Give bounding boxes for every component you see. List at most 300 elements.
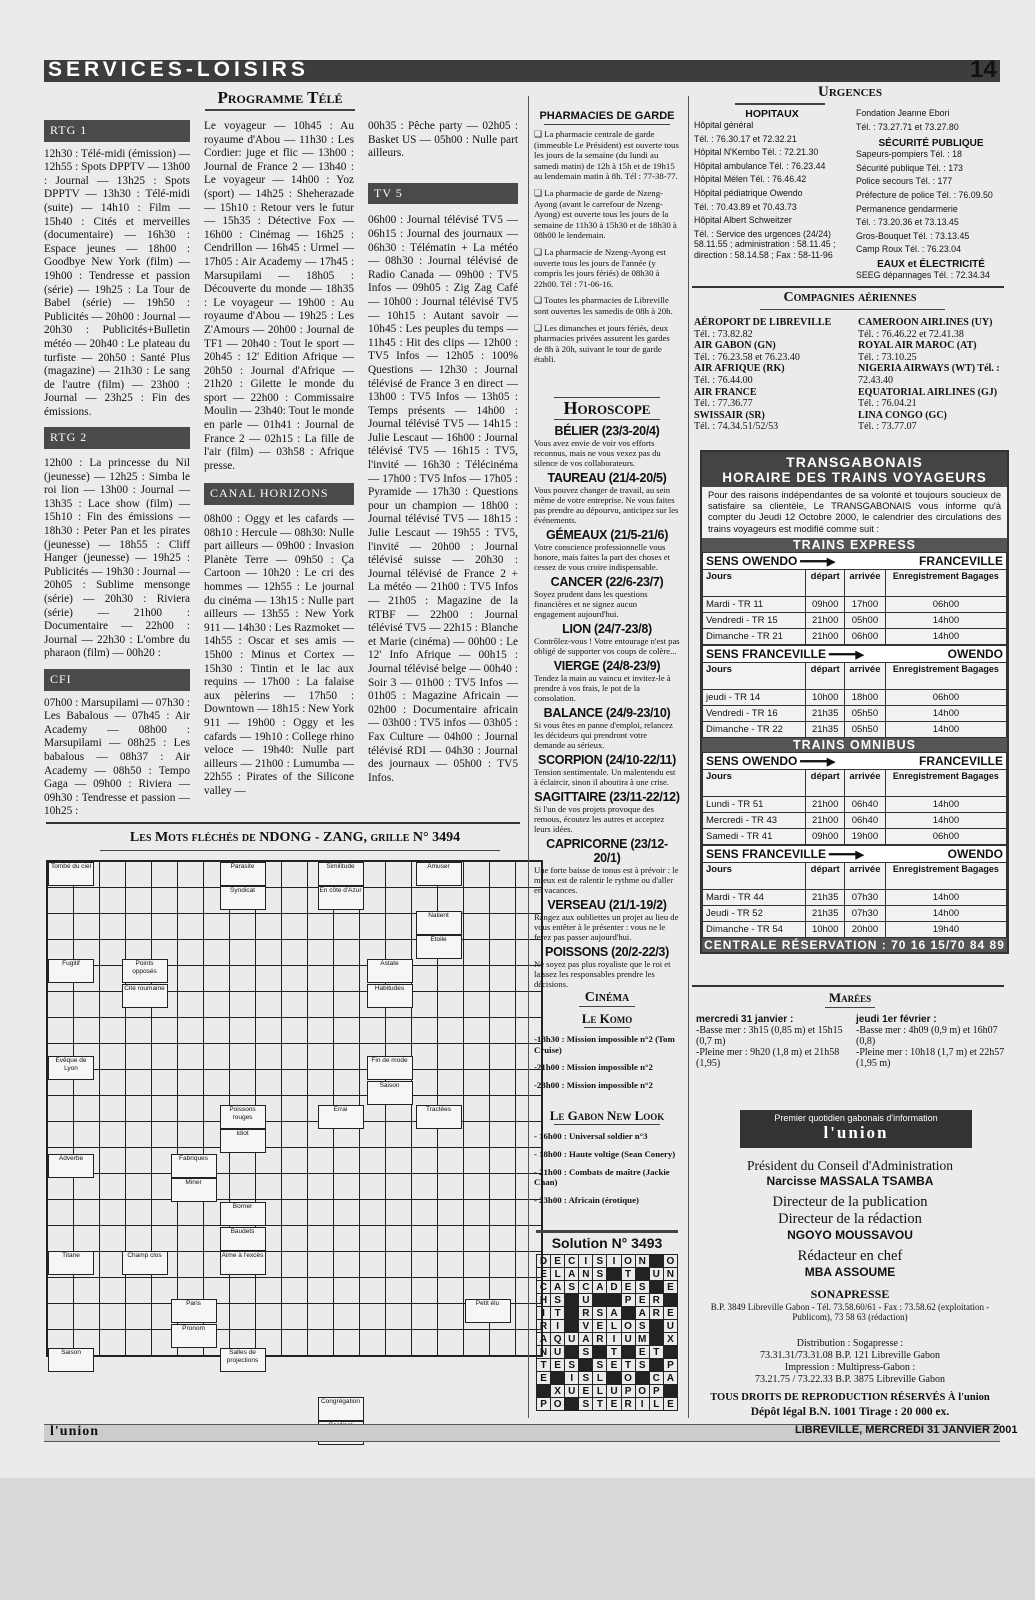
solution-cell: P (649, 1385, 663, 1398)
crossword-cell (126, 1018, 152, 1044)
cfi-schedule-continued: Le voyageur — 10h45 : Au royaume d'Abou — 11h30 : Les Cordier: juge et flic — 13h00 : Journal de France 2 — 13h40 : Le voyageur — 14h00 : Yoz (sport) — 14h25 : Sheherazade — 15h10 : Retour vers le futur — 15h35 : Détective Fox — 16h00 : Cinémag — 16h25 : Cendrillon — 16h45 : Urmel — 17h05 : Air Academy — 17h45 : Marsupilami — 18h05 : Découverte du monde — 18h35 : Le voyageur — 19h00 : Au royaume d'Abou — 19h25 : Les Z'Amours — 20h00 : Journal de TF1 — 20h40 : Tout le sport — 20h45 : 12' Edition Afrique — 20h50 : Journal d'Afrique — 21h20 : Gilette le monde du sport — 22h00 : Commissaire Moulin — 23h40: Tout le monde en parle — 01h41 : Journal de France 2 — 02h15 : La fille de l'air (film) — 03h58 : Afrique presse. (204, 120, 354, 472)
solution-cell: U (663, 1320, 677, 1333)
tt-cell: 17h00 (844, 596, 885, 612)
crossword-clue: Parasite (220, 862, 266, 886)
trains-omnibus-band: TRAINS OMNIBUS (702, 738, 1007, 752)
airlines-top-rule (692, 286, 1004, 288)
crossword-cell (47, 1226, 74, 1252)
solution-cell: C (537, 1281, 551, 1294)
tt-cell: 06h40 (844, 796, 885, 812)
airline-line: Tél. : 76.44.00 (694, 374, 753, 386)
crossword-cell (334, 1148, 360, 1174)
crossword-clue: Errai (318, 1105, 364, 1129)
crossword-cell (126, 1278, 152, 1304)
tt-cell: 21h00 (806, 796, 845, 812)
crossword-cell (360, 1200, 386, 1226)
staff-editor-name: MBA ASSOUME (804, 1265, 896, 1279)
crossword-cell (178, 940, 204, 966)
solution-cell: N (635, 1255, 649, 1268)
crossword-row (47, 1330, 542, 1357)
crossword-cell (230, 1174, 256, 1200)
depot-legal: Dépôt légal B.N. 1001 Tirage : 20 000 ex. (750, 1406, 950, 1418)
urgences-right (856, 108, 1006, 284)
solution-cell: O (621, 1372, 635, 1385)
hopital-item: Hôpital général (694, 120, 754, 130)
securite-list (856, 149, 1006, 255)
channel-rtg2: RTG 2 (44, 427, 190, 449)
tt-cell: 06h00 (885, 828, 1006, 844)
tt-cell: 05h00 (844, 612, 885, 628)
tt-cell: Mercredi - TR 43 (703, 812, 806, 828)
tt-col-header: Enregistrement Bagages (885, 862, 1006, 889)
crossword-cell (100, 1096, 126, 1122)
solution-cell: N (663, 1268, 677, 1281)
sonapresse-name: SONAPRESSE (810, 1287, 890, 1301)
tt-from: SENS OWENDO (706, 553, 798, 568)
crossword-cell (360, 914, 386, 940)
tt-cell: Vendredi - TR 15 (703, 612, 806, 628)
solution-cell (649, 1320, 663, 1333)
crossword-clue: Evêque de Lyon (48, 1056, 94, 1080)
crossword-clue: Fugitif (48, 959, 94, 983)
tt-col-header: Jours (703, 569, 806, 596)
tt-to: FRANCEVILLE (919, 753, 1003, 768)
solution-row (537, 1281, 678, 1294)
cinema-komo-rule (584, 1027, 630, 1028)
crossword-cell (74, 914, 100, 940)
crossword-cell (230, 1278, 256, 1304)
crossword-cell (256, 1304, 282, 1330)
crossword-cell (152, 1018, 178, 1044)
crossword-cell (308, 992, 334, 1018)
crossword-row (47, 861, 542, 888)
solution-cell: S (565, 1359, 579, 1372)
solution-cell: R (621, 1398, 635, 1411)
fondation-item: Fondation Jeanne Ebori (856, 108, 950, 118)
crossword-cell (256, 1174, 282, 1200)
solution-cell: D (537, 1255, 551, 1268)
union-tagline: Premier quotidien gabonais d'information (774, 1113, 938, 1123)
staff-editor-title: Rédacteur en chef (797, 1248, 903, 1264)
rtg2-schedule: 12h00 : La princesse du Nil (jeunesse) — 12h25 : Simba le roi lion — 13h00 : Journal — 13h35 : Lace show (film) — 15h10 : Fin des émissions — 18h30 : Peter Pan et les pirates (jeunesse) — 18h55 : Cliff Hanger (jeunesse) — 19h25 : Publicités — 19h30 : Journal — 20h05 : Sublime mensonge (série) — 20h30 : Riviera (série) — 21h00 : Documentaire — 22h00 : Journal — 22h30 : L'ombre du pharaon (film) — 00h20 : (44, 457, 190, 660)
cinema-gabon-item: - 16h00 : Universal soldier n°3 (534, 1131, 648, 1142)
crossword-cell (334, 1330, 360, 1357)
staff-director-pub: Directeur de la publication (772, 1194, 928, 1210)
cinema-gabon-item: - 23h00 : Africain (érotique) (534, 1194, 639, 1205)
tt-from: SENS FRANCEVILLE (706, 846, 827, 861)
crossword-cell (412, 1226, 438, 1252)
airline-line: LINA CONGO (GC) (858, 409, 947, 421)
crossword-clue: Aime à l'excès (220, 1251, 266, 1275)
crossword-cell (438, 1252, 464, 1278)
solution-cell (635, 1372, 649, 1385)
solution-cell (565, 1346, 579, 1359)
securite-item: Camp Roux Tél. : 76.23.04 (856, 244, 961, 255)
tt-direction (703, 845, 1007, 862)
cinema-gabon-rule (554, 1124, 660, 1125)
tt-row (703, 612, 1007, 628)
tt-cell: Lundi - TR 51 (703, 796, 806, 812)
solution-cell: U (621, 1333, 635, 1346)
horoscope-sign-name: CANCER (22/6-23/7) (550, 575, 664, 589)
crossword-cell (47, 1122, 74, 1148)
crossword-cell (230, 966, 256, 992)
solution-cell: T (537, 1359, 551, 1372)
crossword-cell (386, 1278, 412, 1304)
cinema-komo-list (534, 1034, 680, 1090)
crossword-cell (490, 914, 516, 940)
crossword-clue: Pronom (171, 1324, 217, 1348)
crossword-clue: Saison (48, 1348, 94, 1372)
crossword-cell (230, 992, 256, 1018)
solution-cell: S (635, 1320, 649, 1333)
crossword-cell (282, 940, 308, 966)
crossword-title-rule (100, 850, 500, 851)
distribution-info (700, 1338, 1000, 1386)
union-logo: l'union (823, 1123, 889, 1142)
crossword-cell (308, 1174, 334, 1200)
solution-cell (649, 1281, 663, 1294)
crossword-clue: Adverbe (48, 1154, 94, 1178)
dist-line-4: 73.21.75 / 73.22.33 B.P. 3875 Libreville Gabon (755, 1374, 945, 1385)
trains-intro: Pour des raisons indépendantes de sa volonté et toujours soucieux de satisfaire sa clientèle, Le TRANSGABONAIS vous informe qu'à compter du Jeudi 12 Octobre 2000, le calendrier des circulations des trains voyageurs est modifié comme suit : (708, 490, 1001, 534)
crossword-cell (334, 1044, 360, 1070)
crossword-cell (74, 992, 100, 1018)
staff-director-red: Directeur de la rédaction (778, 1211, 922, 1227)
solution-cell (537, 1385, 551, 1398)
cinema-komo-item: -18h30 : Mission impossible n°2 (Tom Cruise) (534, 1034, 675, 1055)
securite-item: Sapeurs-pompiers Tél. : 18 (856, 149, 962, 160)
tt-cell: Dimanche - TR 22 (703, 721, 806, 737)
cinema-komo-item: -21h00 : Mission impossible n°2 (534, 1062, 653, 1073)
marees-top-rule (692, 985, 1004, 987)
crossword-cell (230, 1070, 256, 1096)
crossword-cell (152, 888, 178, 914)
solution-cell (565, 1398, 579, 1411)
union-masthead (740, 1110, 972, 1148)
crossword-cell (308, 940, 334, 966)
solution-cell: E (663, 1398, 677, 1411)
crossword-cell (386, 1226, 412, 1252)
solution-cell: A (663, 1372, 677, 1385)
pharmacy-item: ❑ La pharmacie centrale de garde (immeuble Le Président) est ouverte tous les jours de la semaine (du lundi au samedi matin) de 12h à 15h et de 19h15 au lendemain matin à 8h. Tél : 77-38-77. (534, 129, 679, 182)
crossword-row (47, 1226, 542, 1252)
cfi-schedule: 07h00 : Marsupilami — 07h30 : Les Babalous — 07h45 : Air Academy — 08h00 : Marsupilami — 08h25 : Les babalous — 08h37 : Air Academy — 08h50 : Tempo Gaga — 09h00 : Riviera — 09h30 : Tendresse et passion — 10h25 : (44, 696, 190, 818)
solution-cell: E (621, 1281, 635, 1294)
airline-line: Tél. : 73.82.82 (694, 328, 753, 340)
crossword-cell (412, 888, 438, 914)
arrow-icon: ━━━━▶ (826, 648, 865, 661)
solution-cell: S (635, 1359, 649, 1372)
solution-row (537, 1359, 678, 1372)
crossword-cell (438, 992, 464, 1018)
crossword-row (47, 1018, 542, 1044)
arrow-icon: ━━━━▶ (797, 555, 836, 568)
tt-cell: 21h35 (806, 705, 845, 721)
hopital-item: Tél. : 70.43.89 et 70.43.73 (694, 201, 797, 212)
airline-line: AIR AFRIQUE (RK) (694, 363, 785, 375)
crossword-cell (282, 1330, 308, 1357)
tt-cell: 21h35 (806, 721, 845, 737)
horoscope-section (534, 397, 680, 992)
solution-cell: E (635, 1294, 649, 1307)
crossword-cell (360, 1278, 386, 1304)
marees-title: Marées (828, 990, 872, 1005)
crossword-cell (334, 1278, 360, 1304)
solution-cell: V (579, 1320, 593, 1333)
crossword-cell (386, 1200, 412, 1226)
crossword-clue: Poissons rouges (220, 1105, 266, 1129)
solution-cell: S (593, 1268, 607, 1281)
tt-col-header: arrivée (844, 769, 885, 796)
solution-cell: M (635, 1333, 649, 1346)
crossword-cell (282, 1174, 308, 1200)
crossword-cell (438, 1148, 464, 1174)
crossword-cell (464, 992, 490, 1018)
solution-cell: I (635, 1398, 649, 1411)
crossword-cell (490, 1122, 516, 1148)
horoscope-sign-name: LION (24/7-23/8) (562, 622, 652, 636)
fondation-list (856, 108, 1006, 132)
tt-row (703, 705, 1007, 721)
crossword-cell (152, 1200, 178, 1226)
union-staff (700, 1158, 1000, 1418)
solution-cell: T (593, 1398, 607, 1411)
crossword-cell (100, 1018, 126, 1044)
solution-cell: X (663, 1333, 677, 1346)
tt-col-header: Jours (703, 662, 806, 689)
crossword-cell (74, 888, 100, 914)
crossword-cell (490, 1070, 516, 1096)
crossword-cell (47, 914, 74, 940)
crossword-cell (490, 1226, 516, 1252)
securite-item: Sécurité publique Tél. : 173 (856, 162, 963, 173)
crossword-clue: Habitudes (367, 984, 413, 1008)
solution-cell: L (649, 1398, 663, 1411)
trains-central-reservation: CENTRALE RÉSERVATION : 70 16 15/70 84 89 (702, 938, 1007, 952)
tt-cell: 19h00 (844, 828, 885, 844)
solution-cell: O (663, 1255, 677, 1268)
crossword-cell (204, 966, 230, 992)
airline-line: SWISSAIR (SR) (694, 409, 765, 421)
solution-cell: R (593, 1333, 607, 1346)
tt-col-header: arrivée (844, 862, 885, 889)
airline-line: AÉROPORT DE LIBREVILLE (694, 317, 832, 328)
pharmacies-section (534, 110, 680, 371)
crossword-cell (282, 1070, 308, 1096)
horoscope-sign-name: POISSONS (20/2-22/3) (545, 945, 669, 959)
crossword-cell (308, 1070, 334, 1096)
crossword-clue: Champ clos (122, 1251, 168, 1275)
crossword-cell (126, 1096, 152, 1122)
tt-direction-row (703, 845, 1007, 862)
horoscope-sign-name: SAGITTAIRE (23/11-22/12) (534, 790, 680, 804)
canal-schedule-continued: 00h35 : Pêche party — 02h05 : Basket US — 05h00 : Nulle part ailleurs. (368, 120, 518, 160)
crossword-cell (74, 1122, 100, 1148)
solution-cell: C (565, 1255, 579, 1268)
solution-cell: E (579, 1385, 593, 1398)
crossword-cell (464, 1044, 490, 1070)
express-owendo-table (702, 552, 1007, 645)
crossword-cell (464, 1070, 490, 1096)
pharmacy-item: ❑ Toutes les pharmacies de Libreville sont ouvertes les samedis de 08h à 20h. (534, 295, 673, 316)
crossword-cell (204, 940, 230, 966)
crossword-cell (334, 992, 360, 1018)
horoscope-sign-name: GÉMEAUX (21/5-21/6) (545, 528, 669, 542)
horoscope-sign-name: VERSEAU (21/1-19/2) (547, 898, 667, 912)
crossword-cell (74, 1226, 100, 1252)
marees-day2-low: -Basse mer : 4h09 (0,9 m) et 16h07 (0,8) (856, 1025, 998, 1047)
airline-line: EQUATORIAL AIRLINES (GJ) (858, 386, 998, 398)
solution-cell: A (593, 1281, 607, 1294)
tv5-schedule: 06h00 : Journal télévisé TV5 — 06h15 : Journal des journaux — 06h30 : Télématin + La météo — 08h30 : Journal télévisé de Radio Canada — 09h00 : TV5 Infos — 09h05 : Zig Zag Café — 10h00 : Journal télévisé TV5 — 10h15 : Autant savoir — 10h45 : Les peuples du temps — 11h45 : Hit des clips — 12h00 : TV5 Infos — 12h05 : 100% Questions — 12h30 : Journal télévisé de France 3 en direct — 13h00 : TV5 Infos — 13h05 : Temps présents — 14h00 : Journal télévisé TV5 — 14h15 : Julie Lescaut — 16h00 : Journal télévisé TV5 — 16h15 : TV5, l'invité — 16h30 : Télécinéma — 17h00 : TV5 Infos — 17h05 : Pyramide — 17h30 : Questions pour un champion — 18h00 : Journal télévisé TV5 — 18h15 : Julie Lescaut — 19h55 : TV5, l'invité — 20h00 : Journal télévisé suisse — 20h30 : Journal télévisé de France 2 + La météo — 21h00 : TV5 Infos — 21h05 : Magazine de la RTBF — 22h00 : Journal télévisé TV5 — 22h15 : Blanche et Marie (cinéma) — 00h00 : Le 12' Info Afrique — 00h15 : Journal télévisé belge — 00h40 : Soir 3 — 01h00 : TV5 Infos — 01h05 : Magazine Africain — 02h00 : Documentaire africain — 03h00 : TV5 infos — 03h05 : Fax Culture — 04h00 : Journal télévisé RDI — 04h30 : Journal des journaux — 05h00 : TV5 Infos. (368, 214, 518, 784)
tt-col-header: Enregistrement Bagages (885, 662, 1006, 689)
crossword-cell (490, 1044, 516, 1070)
solution-cell: S (635, 1281, 649, 1294)
crossword-cell (412, 1304, 438, 1330)
crossword-cell (204, 992, 230, 1018)
marees-rule (825, 1007, 875, 1008)
solution-cell: I (565, 1372, 579, 1385)
hopital-item: Hôpital Albert Schweitzer (694, 215, 792, 226)
page-bottom-margin (0, 1478, 1035, 1600)
solution-cell: T (621, 1268, 635, 1281)
crossword-row (47, 1148, 542, 1174)
crossword-cell (464, 1096, 490, 1122)
crossword-cell (282, 1252, 308, 1278)
tt-cell: 14h00 (885, 628, 1006, 644)
arrow-icon: ━━━━▶ (826, 848, 865, 861)
tt-cell: Mardi - TR 11 (703, 596, 806, 612)
crossword-cell (282, 966, 308, 992)
cinema-rule (579, 1006, 635, 1007)
crossword-cell (47, 992, 74, 1018)
crossword-cell (438, 1070, 464, 1096)
tt-cell: 07h30 (844, 905, 885, 921)
solution-cell (649, 1333, 663, 1346)
crossword-cell (230, 1304, 256, 1330)
crossword-cell (126, 1200, 152, 1226)
tt-cell: 21h00 (806, 812, 845, 828)
horoscope-sign-text: Une forte baisse de tonus est à prévoir : le mieux est de ralentir le rythme ou d'aller en vacances. (534, 865, 679, 895)
crossword-cell (282, 914, 308, 940)
crossword-cell (386, 1252, 412, 1278)
solution-cell: L (593, 1385, 607, 1398)
solution-cell: H (537, 1294, 551, 1307)
crossword-cell (74, 1304, 100, 1330)
crossword-cell (126, 1070, 152, 1096)
trains-express-band: TRAINS EXPRESS (702, 538, 1007, 552)
crossword-cell (282, 861, 308, 888)
crossword-cell (334, 1226, 360, 1252)
crossword-clue: Miner (171, 1178, 217, 1202)
tt-cell: 10h00 (806, 921, 845, 937)
horoscope-sign-text: Votre conscience professionnelle vous honore, mais faites la part des choses et cessez de vous croire indispensable. (534, 542, 671, 572)
crossword-cell (178, 914, 204, 940)
dist-line-2: 73.31.31/73.31.08 B.P. 121 Libreville Gabon (760, 1350, 940, 1361)
crossword-cell (412, 1044, 438, 1070)
crossword-cell (308, 1148, 334, 1174)
crossword-cell (256, 966, 282, 992)
crossword-cell (256, 1044, 282, 1070)
solution-cell: A (635, 1307, 649, 1320)
horoscope-sign-name: VIERGE (24/8-23/9) (553, 659, 661, 673)
tt-row (703, 721, 1007, 737)
crossword-cell (100, 1122, 126, 1148)
solution-row (537, 1385, 678, 1398)
solution-cell: S (565, 1281, 579, 1294)
tt-col-header: Jours (703, 769, 806, 796)
tt-cell: 14h00 (885, 812, 1006, 828)
solution-cell: U (551, 1346, 565, 1359)
crossword-cell (178, 1096, 204, 1122)
solution-cell: C (649, 1372, 663, 1385)
solution-section (536, 1230, 678, 1411)
solution-cell (663, 1294, 677, 1307)
crossword-cell (152, 1070, 178, 1096)
cinema-gabon-name: Le Gabon New Look (549, 1108, 665, 1124)
horoscope-sign-text: Tension sentimentale. Un malentendu est à éclaircir, sinon il aboutira à une crise. (534, 767, 676, 787)
horoscope-sign-text: Contrôlez-vous ! Votre entourage n'est pas obligé de supporter vos coups de colère... (534, 636, 680, 656)
crossword-cell (438, 1044, 464, 1070)
crossword-cell (412, 1200, 438, 1226)
tv-section-title: Programme Télé (217, 88, 343, 107)
marees-day1-high: -Pleine mer : 9h20 (1,8 m) et 21h58 (1,95) (696, 1047, 840, 1069)
crossword-cell (464, 1200, 490, 1226)
crossword-cell (464, 1330, 490, 1357)
airline-line: Tél. : 76.04.21 (858, 398, 917, 410)
tt-cell: 07h30 (844, 889, 885, 905)
channel-cfi: CFI (44, 669, 190, 691)
solution-cell: S (593, 1307, 607, 1320)
crossword-cell (126, 1304, 152, 1330)
crossword-cell (360, 1226, 386, 1252)
staff-director-name: NGOYO MOUSSAVOU (787, 1228, 913, 1242)
solution-cell: I (551, 1320, 565, 1333)
crossword-cell (230, 1044, 256, 1070)
tt-cell: Jeudi - TR 52 (703, 905, 806, 921)
solution-cell: A (551, 1281, 565, 1294)
crossword-cell (256, 992, 282, 1018)
solution-cell: A (537, 1333, 551, 1346)
securite-title: SÉCURITÉ PUBLIQUE (878, 138, 984, 150)
crossword-cell (126, 1226, 152, 1252)
tt-cell: 05h50 (844, 705, 885, 721)
securite-item: Police secours Tél. : 177 (856, 176, 953, 187)
crossword-cell (334, 1018, 360, 1044)
solution-cell: L (607, 1320, 621, 1333)
crossword-cell (152, 1096, 178, 1122)
solution-cell: S (593, 1359, 607, 1372)
airlines-rule (760, 309, 945, 310)
solution-cell: N (537, 1346, 551, 1359)
tt-cell: 14h00 (885, 905, 1006, 921)
crossword-cell (100, 1200, 126, 1226)
crossword-cell (126, 1122, 152, 1148)
trains-box (700, 450, 1009, 954)
crossword-clue: En côte d'Azur (318, 886, 364, 910)
crossword-cell (490, 1330, 516, 1357)
tt-col-header: arrivée (844, 662, 885, 689)
tt-row (703, 628, 1007, 644)
crossword-clue: Points opposés (122, 959, 168, 983)
pharmacy-item: ❑ Les dimanches et jours fériés, deux pharmacies privées assurent les gardes de 8h à 20h, suivant le tour de garde établi. (534, 322, 670, 365)
horoscope-rule (554, 419, 660, 420)
tt-cell: 18h00 (844, 689, 885, 705)
solution-cell: D (607, 1281, 621, 1294)
crossword-cell (100, 1174, 126, 1200)
crossword-cell (308, 1304, 334, 1330)
